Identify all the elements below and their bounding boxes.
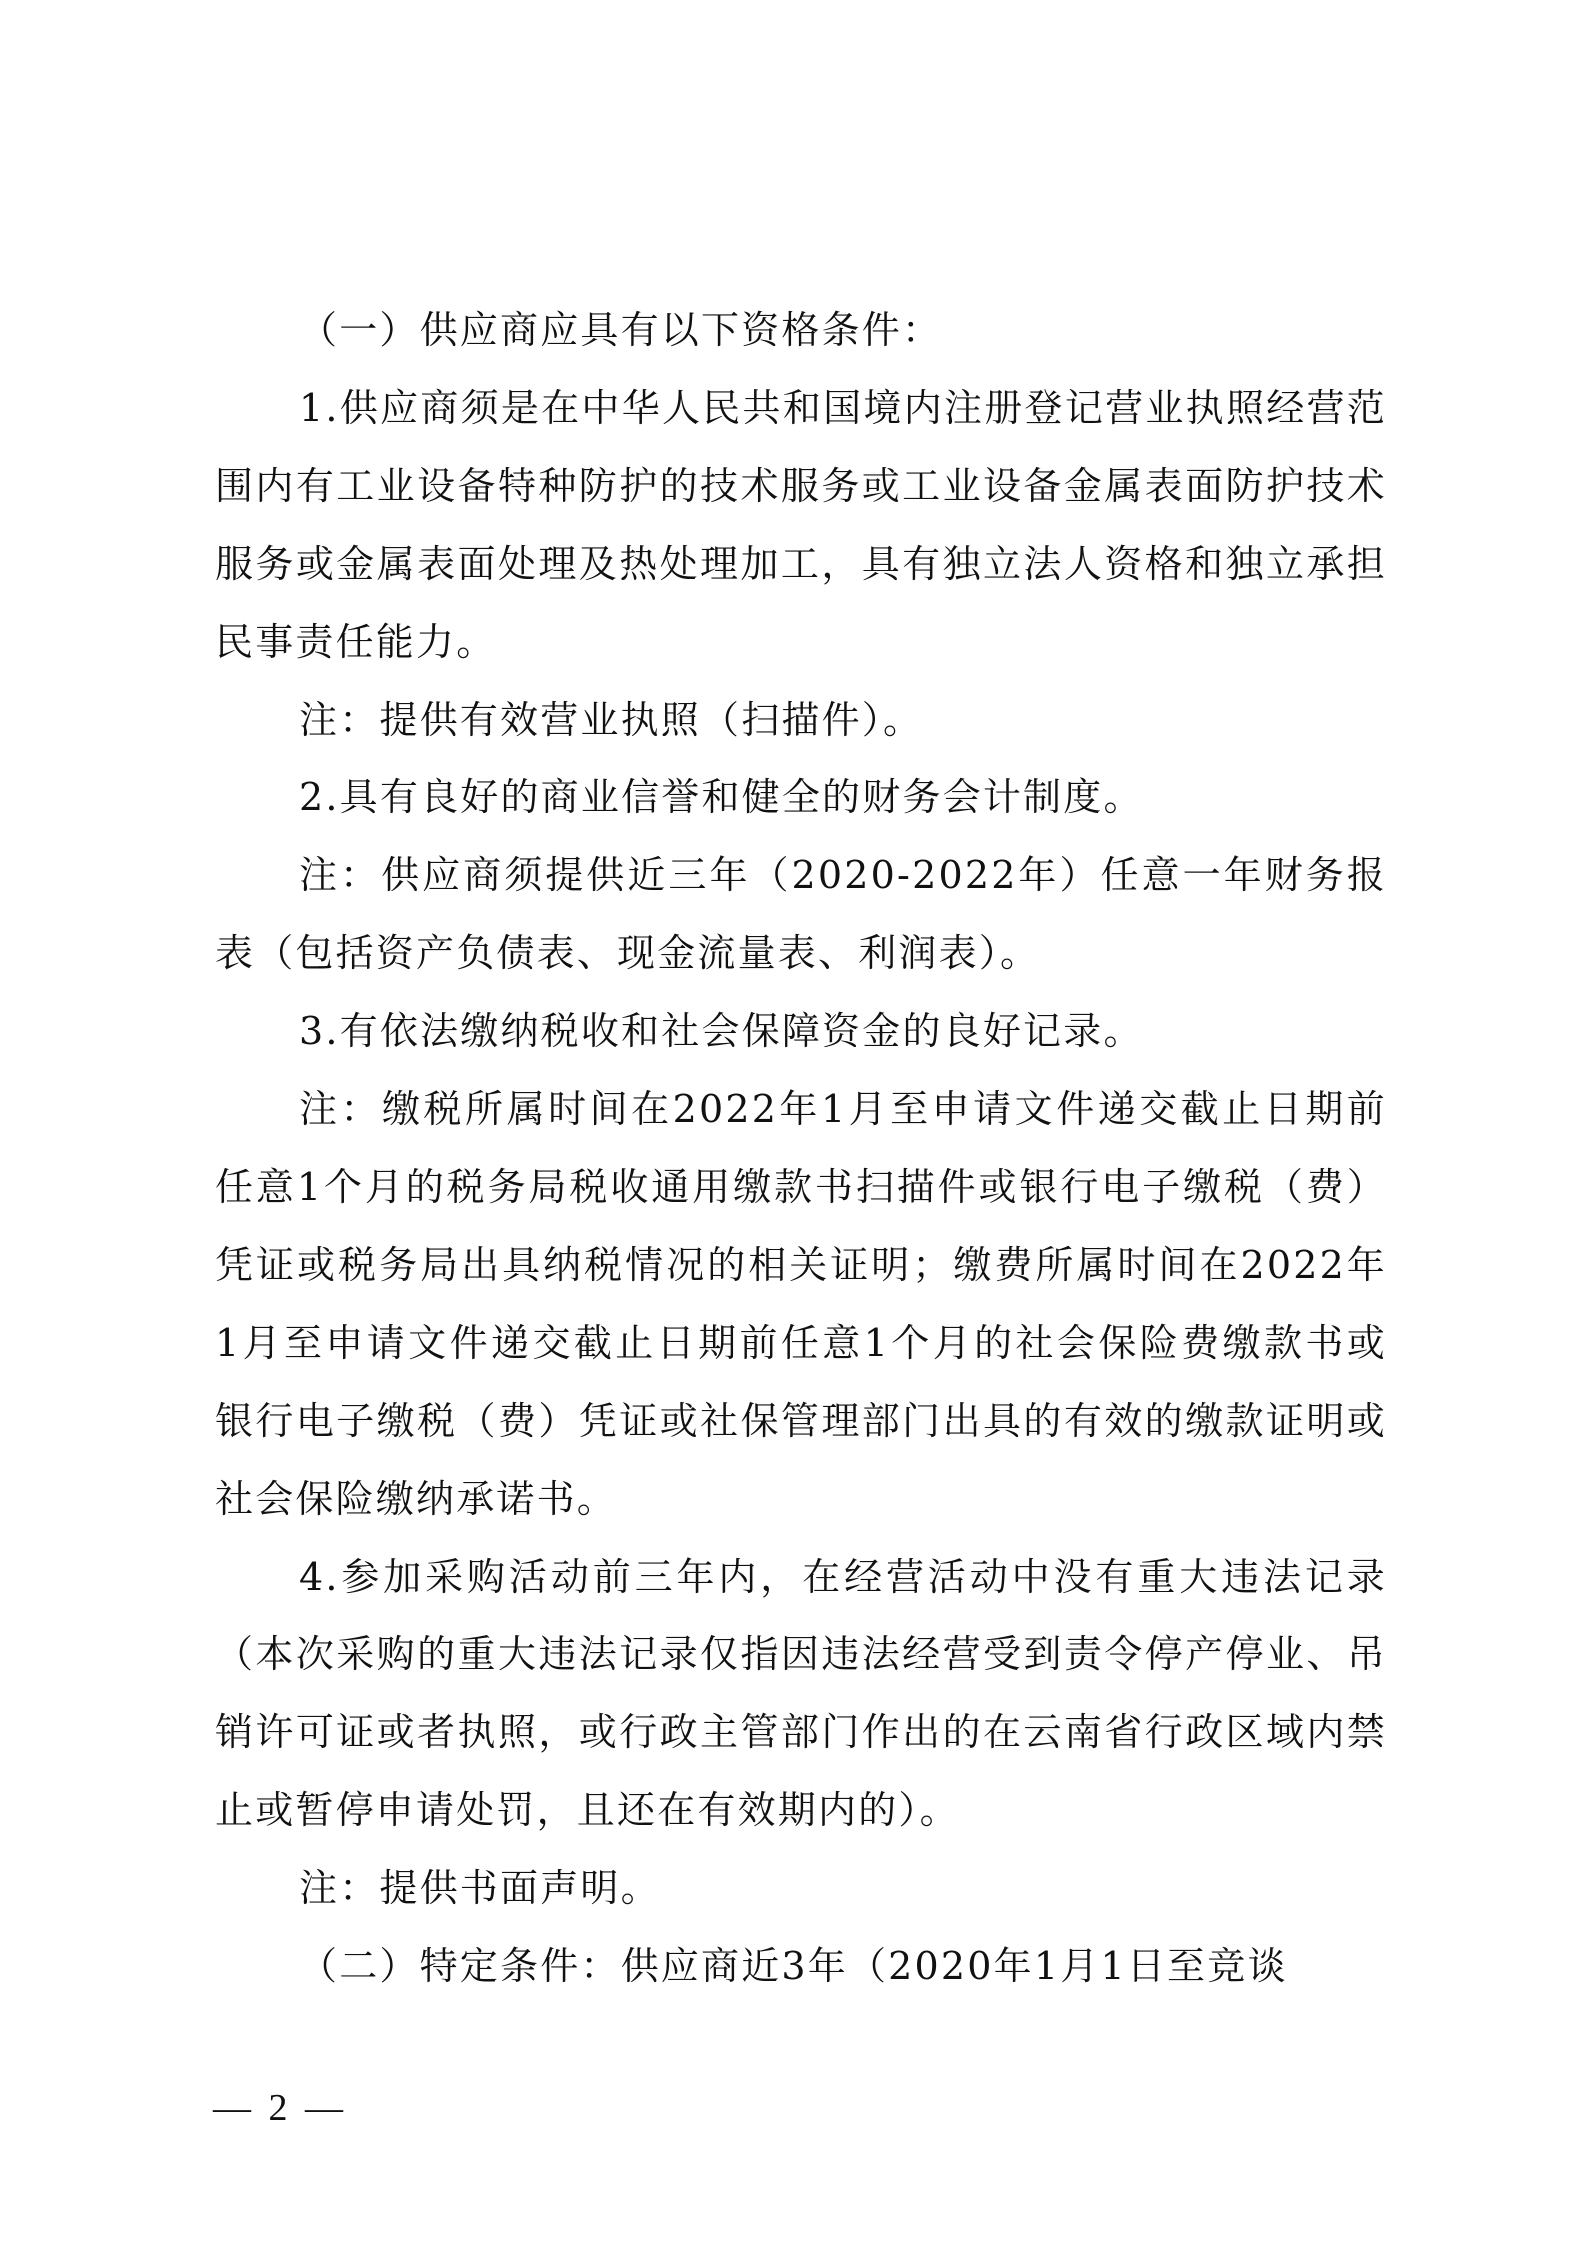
note-1: 注：提供有效营业执照（扫描件）。 (299, 697, 924, 742)
note-4: 注：提供书面声明。 (299, 1866, 661, 1911)
note-3: 注：缴税所属时间在2022年1月至申请文件递交截止日期前任意1个月的税务局税收通用缴款书扫描件或银行电子缴税（费）凭证或税务局出具纳税情况的相关证明；缴费所属时间在2022年1月至申请文件递交截止日期前任意1个月的社会保险费缴款书或银行电子缴税（费）凭证或社保管理部门出具的有效的缴款证明或社会保险缴纳承诺书。 (215, 1087, 1387, 1521)
requirement-2-financial: 2.具有良好的商业信誉和健全的财务会计制度。 (299, 775, 1144, 820)
requirement-3-tax-social-security: 3.有依法缴纳税收和社会保障资金的良好记录。 (299, 1009, 1144, 1054)
page-number: — 2 — (213, 2087, 347, 2129)
note-2: 注：供应商须提供近三年（2020-2022年）任意一年财务报表（包括资产负债表、现金流量表、利润表）。 (215, 853, 1387, 976)
document-body (215, 292, 1387, 2006)
requirement-4-no-violations: 4.参加采购活动前三年内，在经营活动中没有重大违法记录（本次采购的重大违法记录仅指因违法经营受到责令停产停业、吊销许可证或者执照，或行政主管部门作出的在云南省行政区域内禁止或暂停申请处罚，且还在有效期内的）。 (215, 1554, 1387, 1833)
requirement-1-business-license: 1.供应商须是在中华人民共和国境内注册登记营业执照经营范围内有工业设备特种防护的技术服务或工业设备金属表面防护技术服务或金属表面处理及热处理加工，具有独立法人资格和独立承担民事责任能力。 (215, 385, 1387, 664)
section-heading-qualifications: （一）供应商应具有以下资格条件： (299, 308, 943, 352)
section-heading-specific-conditions: （二）特定条件：供应商近3年（2020年1月1日至竞谈 (299, 1944, 1288, 1989)
